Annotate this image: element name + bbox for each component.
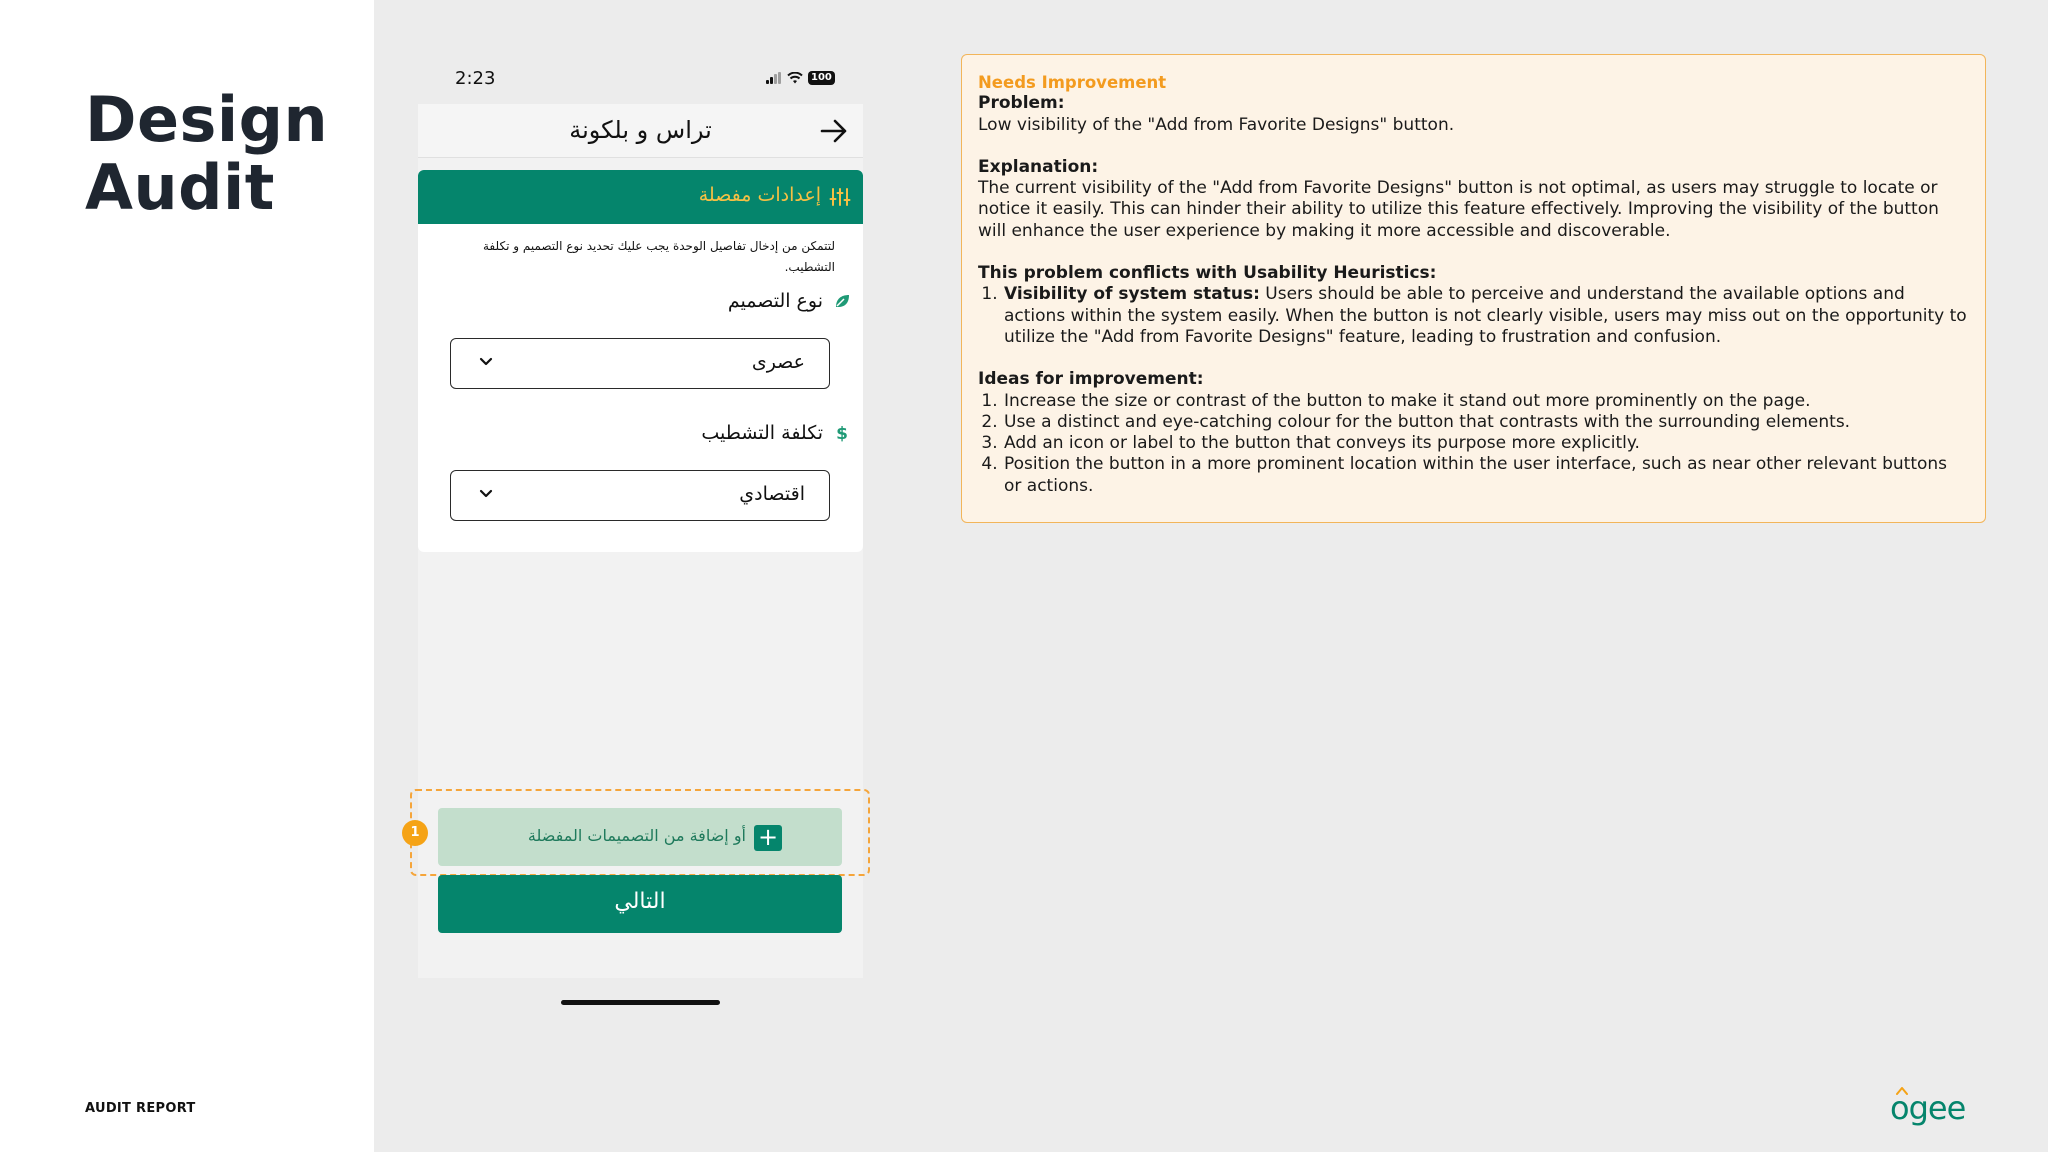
svg-text:$: $ xyxy=(836,424,848,442)
explanation-text: The current visibility of the "Add from Favorite Designs" button is not optimal, as users may struggle to locate or notice it easily. This can hinder their ability to utilize this feature effectively. Improving the visibility of the button will enhance the user experience by making it more accessible and discoverable. xyxy=(978,178,1939,241)
ideas-list xyxy=(978,391,1969,497)
page-title: تراس و بلكونة xyxy=(569,116,712,144)
settings-card xyxy=(418,170,863,552)
wifi-icon xyxy=(787,72,803,84)
title-line-2: Audit xyxy=(85,151,275,224)
finishing-cost-label: تكلفة التشطيب xyxy=(701,422,823,444)
card-header-label: إعدادات مفصلة xyxy=(698,184,821,206)
back-arrow-icon[interactable] xyxy=(818,116,850,146)
problem-heading: Problem: xyxy=(978,93,1065,114)
next-button[interactable] xyxy=(438,875,842,933)
status-time: 2:23 xyxy=(455,68,496,89)
chevron-down-icon xyxy=(479,489,493,499)
favorites-button-label: أو إضافة من التصميمات المفضلة xyxy=(527,826,746,845)
plus-icon: + xyxy=(754,825,782,851)
chevron-down-icon xyxy=(479,357,493,367)
issue-badge: 1 xyxy=(402,820,428,846)
slide-title xyxy=(85,83,329,224)
add-from-favorites-button[interactable] xyxy=(438,808,842,866)
heuristic-title: Visibility of system status: xyxy=(1004,284,1260,305)
cellular-signal-icon xyxy=(766,72,782,84)
sliders-icon xyxy=(829,187,851,207)
idea-item: 1. Increase the size or contrast of the button to make it stand out more prominently on the page. xyxy=(1003,391,1969,412)
idea-item: 3. Add an icon or label to the button that conveys its purpose more explicitly. xyxy=(1003,433,1969,454)
status-badge: Needs Improvement xyxy=(978,73,1167,92)
idea-item: 2. Use a distinct and eye-catching colour for the button that contrasts with the surrounding elements. xyxy=(1003,412,1969,433)
brand-logo xyxy=(1890,1087,1966,1127)
explanation-heading: Explanation: xyxy=(978,156,1099,177)
dollar-icon xyxy=(833,424,851,442)
logo-accent-icon xyxy=(1896,1087,1908,1095)
title-line-1: Design xyxy=(85,83,329,156)
heuristic-item xyxy=(1003,284,1969,348)
card-description: لتتمكن من إدخال تفاصيل الوحدة يجب عليك تحديد نوع التصميم و تكلفة التشطيب. xyxy=(482,239,835,274)
logo-text: ogee xyxy=(1890,1089,1966,1127)
design-type-select[interactable] xyxy=(450,338,830,389)
audit-note xyxy=(961,54,1986,523)
design-type-label: نوع التصميم xyxy=(727,290,823,312)
left-panel xyxy=(0,0,374,1152)
app-header xyxy=(418,104,863,158)
problem-text: Low visibility of the "Add from Favorite Designs" button. xyxy=(978,114,1455,135)
home-indicator xyxy=(561,1000,720,1005)
finishing-cost-select[interactable] xyxy=(450,470,830,521)
next-button-label: التالي xyxy=(614,889,666,914)
heuristic-text: Users should be able to perceive and understand the available options and actions within the system easily. When the button is not clearly visible, users may miss out on the opportunity to utilize the "Add from Favorite Designs" feature, leading to frustration and confusion. xyxy=(1004,284,1967,347)
design-type-value: عصرى xyxy=(751,351,805,373)
ideas-heading: Ideas for improvement: xyxy=(978,369,1204,390)
battery-icon: 100 xyxy=(808,71,835,85)
leaf-icon xyxy=(833,292,851,310)
idea-item: 4. Position the button in a more prominent location within the user interface, such as near other relevant buttons or actions. xyxy=(1003,454,1969,497)
footer-label: AUDIT REPORT xyxy=(85,1101,196,1116)
heuristics-list xyxy=(978,284,1969,348)
status-icons xyxy=(766,70,835,86)
finishing-cost-value: اقتصادي xyxy=(739,483,805,505)
card-header xyxy=(418,170,863,224)
heuristics-heading: This problem conflicts with Usability Heuristics: xyxy=(978,263,1437,284)
